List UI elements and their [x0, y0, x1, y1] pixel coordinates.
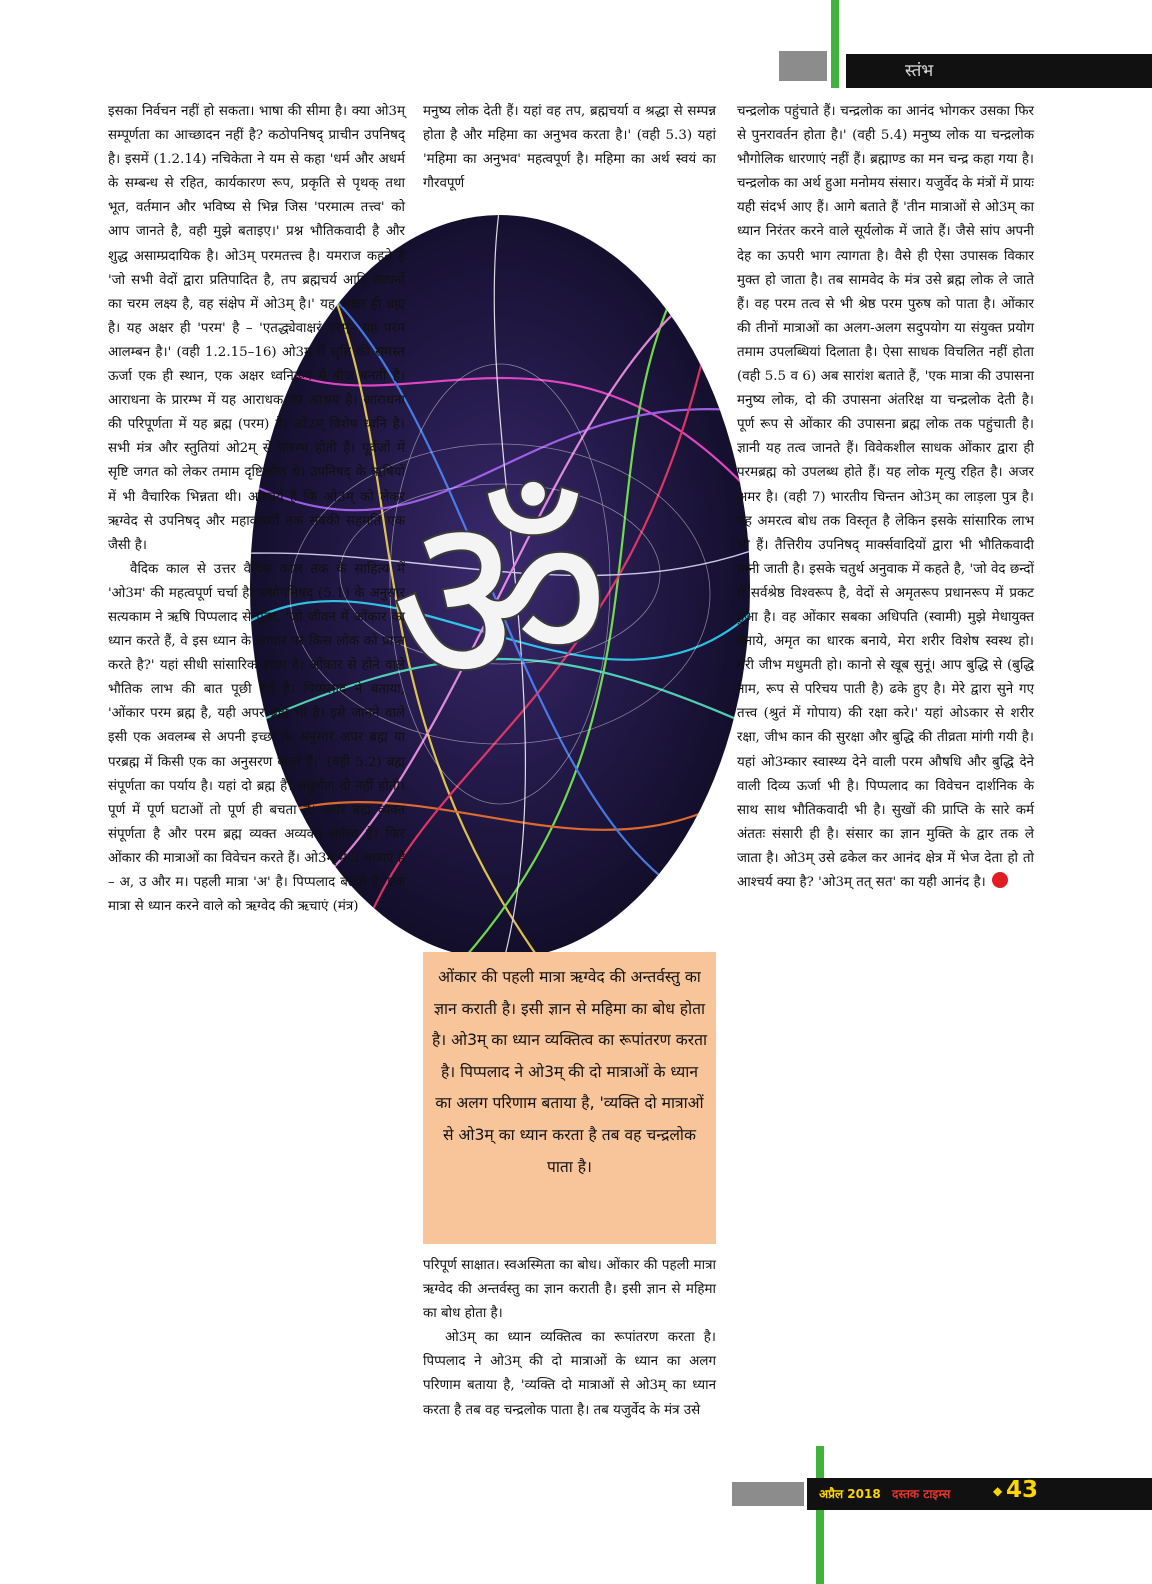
article-column-right	[737, 100, 1034, 895]
paragraph: ओ3म् का ध्यान व्यक्तित्व का रूपांतरण करता है। पिप्पलाद ने ओ3म् की दो मात्राओं के ध्यान का अलग परिणाम बताया है, 'व्यक्ति दो मात्राओं से ओ3म् का ध्यान करता है तब वह चन्द्रलोक पाता है। तब यजुर्वेद के मंत्र उसे	[423, 1330, 716, 1418]
paragraph: मनुष्य लोक देती हैं। यहां वह तप, ब्रह्मचर्या व श्रद्धा से सम्पन्न होता है और महिमा का अनुभव करता है।' (वही 5.3) यहां 'महिमा का अनुभव' महत्वपूर्ण है। महिमा का अर्थ स्वयं का गौरवपूर्ण	[423, 104, 716, 192]
footer-gray-block	[732, 1482, 804, 1506]
magazine-logo: दस्तक टाइम्स	[892, 1487, 951, 1501]
paragraph: परिपूर्ण साक्षात। स्वअस्मिता का बोध। ओंकार की पहली मात्रा ऋग्वेद की अन्तर्वस्तु का ज्ञान कराती है। इसी ज्ञान से महिमा का बोध होता है।	[423, 1258, 716, 1322]
bottom-green-bar	[816, 1446, 824, 1584]
pull-quote	[423, 952, 716, 1244]
paragraph-text: चन्द्रलोक पहुंचाते हैं। चन्द्रलोक का आनंद भोगकर उसका फिर से पुनरावर्तन होता है।' (वही 5.4) मनुष्य लोक या चन्द्रलोक भौगोलिक धारणाएं नहीं हैं। ब्रह्माण्ड का मन चन्द्र कहा गया है। चन्द्रलोक का अर्थ हुआ मनोमय संसार। यजुर्वेद के मंत्रों में प्रायः यही संदर्भ आए हैं। आगे बताते हैं 'तीन मात्राओं से ओ3म् का ध्यान निरंतर करने वाले सूर्यलोक में जाते हैं। जैसे सांप अपनी देह का ऊपरी भाग त्यागता है। वैसे ही ऐसा उपासक विकार मुक्त हो जाता है। तब सामवेद के मंत्र उसे ब्रह्म लोक ले जाते हैं। वह परम तत्व से भी श्रेष्ठ परम पुरुष को पाता है। ओंकार की तीनों मात्राओं का अलग-अलग सदुपयोग या संयुक्त प्रयोग तमाम उपलब्धियां दिलाता है। ऐसा साधक विचलित नहीं होता (वही 5.5 व 6) अब सारांश बताते हैं, 'एक मात्रा की उपासना मनुष्य लोक, दो की उपासना अंतरिक्ष या चन्द्रलोक देती है। पूर्ण रूप से ओंकार की उपासना ब्रह्म लोक तक पहुंचाती है। ज्ञानी यह तत्व जानते हैं। विवेकशील साधक ओंकार द्वारा ही परमब्रह्म को उपलब्ध होते हैं। यह लोक मृत्यु रहित है। अजर अमर है। (वही 7) भारतीय चिन्तन ओ3म् का लाड़ला पुत्र है। यह अमरत्व बोध तक विस्तृत है लेकिन इसके सांसारिक लाभ भी हैं। तैत्तिरीय उपनिषद् मार्क्सवादियों द्वारा भी भौतिकवादी मानी जाती है। इसके चतुर्थ अनुवाक में कहते है, 'जो वेद छन्दों में सर्वश्रेष्ठ विश्वरूप है, वेदों से अमृतरूप प्रधानरूप में प्रकट हुआ है। वह ओंकार सबका अधिपति (स्वामी) मुझे मेधायुक्त बनाये, अमृत का धारक बनाये, मेरा शरीर विशेष स्वस्थ हो। मेरी जीभ मधुमती हो। कानो से खूब सुनूं। आप बुद्धि से (बुद्धि नाम, रूप से परिचय पाती है) ढके हुए है। मेरे द्वारा सुने गए तत्त्व (श्रुतं में गोपाय) की रक्षा करे।' यहां ओऽकार से शरीर रक्षा, जीभ कान की सुरक्षा और बुद्धि की तीव्रता मांगी गयी है। यहां ओ3म्कार स्वास्थ्य देने वाली परम औषधि और बुद्धि देने वाली दिव्य ऊर्जा भी है। पिप्पलाद का विवेचन दार्शनिक के साथ साथ भौतिकवादी भी है। सुखों की प्राप्ति के सारे कर्म अंततः संसारी ही है। संसार का ज्ञान मुक्ति के द्वार तक ले जाता है। ओ3म् उसे ढकेल कर आनंद क्षेत्र में भेज देता हो तो आश्चर्य क्या है? 'ओ3म् तत् सत' का यही आनंद है।	[737, 104, 1034, 890]
top-green-bar	[831, 0, 839, 88]
header-black-band	[846, 54, 1152, 88]
om-symbol: ॐ	[390, 461, 610, 741]
page-number: 43	[1006, 1477, 1039, 1503]
end-marker-icon	[992, 872, 1008, 888]
article-column-left	[108, 100, 405, 919]
article-column-middle-top	[423, 100, 716, 196]
issue-month: अप्रैल 2018	[819, 1487, 881, 1501]
pull-quote-text: ओंकार की पहली मात्रा ऋग्वेद की अन्तर्वस्तु का ज्ञान कराती है। इसी ज्ञान से महिमा का बोध होता है। ओ3म् का ध्यान व्यक्तित्व का रूपांतरण करता है। पिप्पलाद ने ओ3म् की दो मात्राओं के ध्यान का अलग परिणाम बताया है, 'व्यक्ति दो मात्राओं से ओ3म् का ध्यान करता है तब वह चन्द्रलोक पाता है।	[431, 968, 708, 1176]
section-title: स्तंभ	[905, 61, 934, 81]
paragraph	[737, 100, 1034, 895]
paragraph: इसका निर्वचन नहीं हो सकता। भाषा की सीमा है। क्या ओ3म् सम्पूर्णता का आच्छादन नहीं है? कठोपनिषद् प्राचीन उपनिषद् है। इसमें (1.2.14) नचिकेता ने यम से कहा 'धर्म और अधर्म के सम्बन्ध से रहित, कार्यकारण रूप, प्रकृति से पृथक् तथा भूत, वर्तमान और भविष्य से भिन्न जिस 'परमात्म तत्त्व' को आप जानते है, वही मुझे बताइए।' प्रश्न भौतिकवादी है और शुद्ध असाम्प्रदायिक है। ओ3म् परमतत्त्व है। यमराज कहते है 'जो सभी वेदों द्वारा प्रतिपादित है, तप ब्रह्मचर्य आदि साधनों का चरम लक्ष्य है, वह संक्षेप में ओ3म् है।' यह अक्षर ही ब्रह्म है। यह अक्षर ही 'परम' है – 'एतद्ध्येवाक्षरं परम्– यह परम आलम्बन है।' (वही 1.2.15–16) ओ3म् में सृष्टि की समस्त ऊर्जा एक ही स्थान, एक अक्षर ध्वनिरूप में बीज बनती है। आराधना के प्रारम्भ में यह आराधक का आश्रय है। आराधना की परिपूर्णता में यह ब्रह्म (परम) है। ओ2म् विशेष ध्वनि है। सभी मंत्र और स्तुतियां ओ2म् से प्रारम्भ होती हैं। पूर्वजों में सृष्टि जगत को लेकर तमाम दृष्टिकोण थे। उपनिषद् के ऋषियों में भी वैचारिक भिन्नता थी। आश्चर्य है कि ओ3म् को लेकर ऋग्वेद से उपनिषद् और महाकाव्यों तक सबकी सहमति एक जैसी है।	[108, 104, 405, 553]
diamond-icon: ◆	[993, 1484, 1003, 1498]
paragraph: वैदिक काल से उत्तर वैदिक काल तक के साहित्य में 'ओ3म' की महत्वपूर्ण चर्चा है। प्रश्नोपनिषद् (5.1) के अनुसार सत्यकाम ने ऋषि पिप्पलाद से पूछा, 'जो जीवन में ओंकार का ध्यान करते हैं, वे इस ध्यान के आधार पर किस लोक को प्राप्त करते है?' यहां सीधी सांसारिक इच्छा है। ओंकार से होने वाले भौतिक लाभ की बात पूछी गई है। पिप्पलाद ने बताया, 'ओंकार परम ब्रह्म है, यही अपर ब्रह्म भी है। इसे जानने वाले इसी एक अवलम्ब से अपनी इच्छा के अनुसार अपर ब्रह्म या परब्रह्म में किसी एक का अनुसरण करते हैं।' (वही 5.2) ब्रह्म संपूर्णता का पर्याय है। यहां दो ब्रह्म हैं। संपूर्णता दो नहीं होती। पूर्ण में पूर्ण घटाओं तो पूर्ण ही बचता है। अपर ब्रह्म व्यक्त संपूर्णता है और परम ब्रह्म व्यक्त अव्यक्त सर्वस्व है। फिर ओंकार की मात्राओं का विवेचन करते हैं। ओ3म् में 3 मात्राएं हैं – अ, उ और म। पहली मात्रा 'अ' है। पिप्पलाद बताते हैं 'एक मात्रा से ध्यान करने वाले को ऋग्वेद की ऋचाएं (मंत्र)	[108, 561, 405, 915]
article-column-middle-bottom	[423, 1254, 716, 1423]
header-gray-block	[779, 51, 827, 81]
